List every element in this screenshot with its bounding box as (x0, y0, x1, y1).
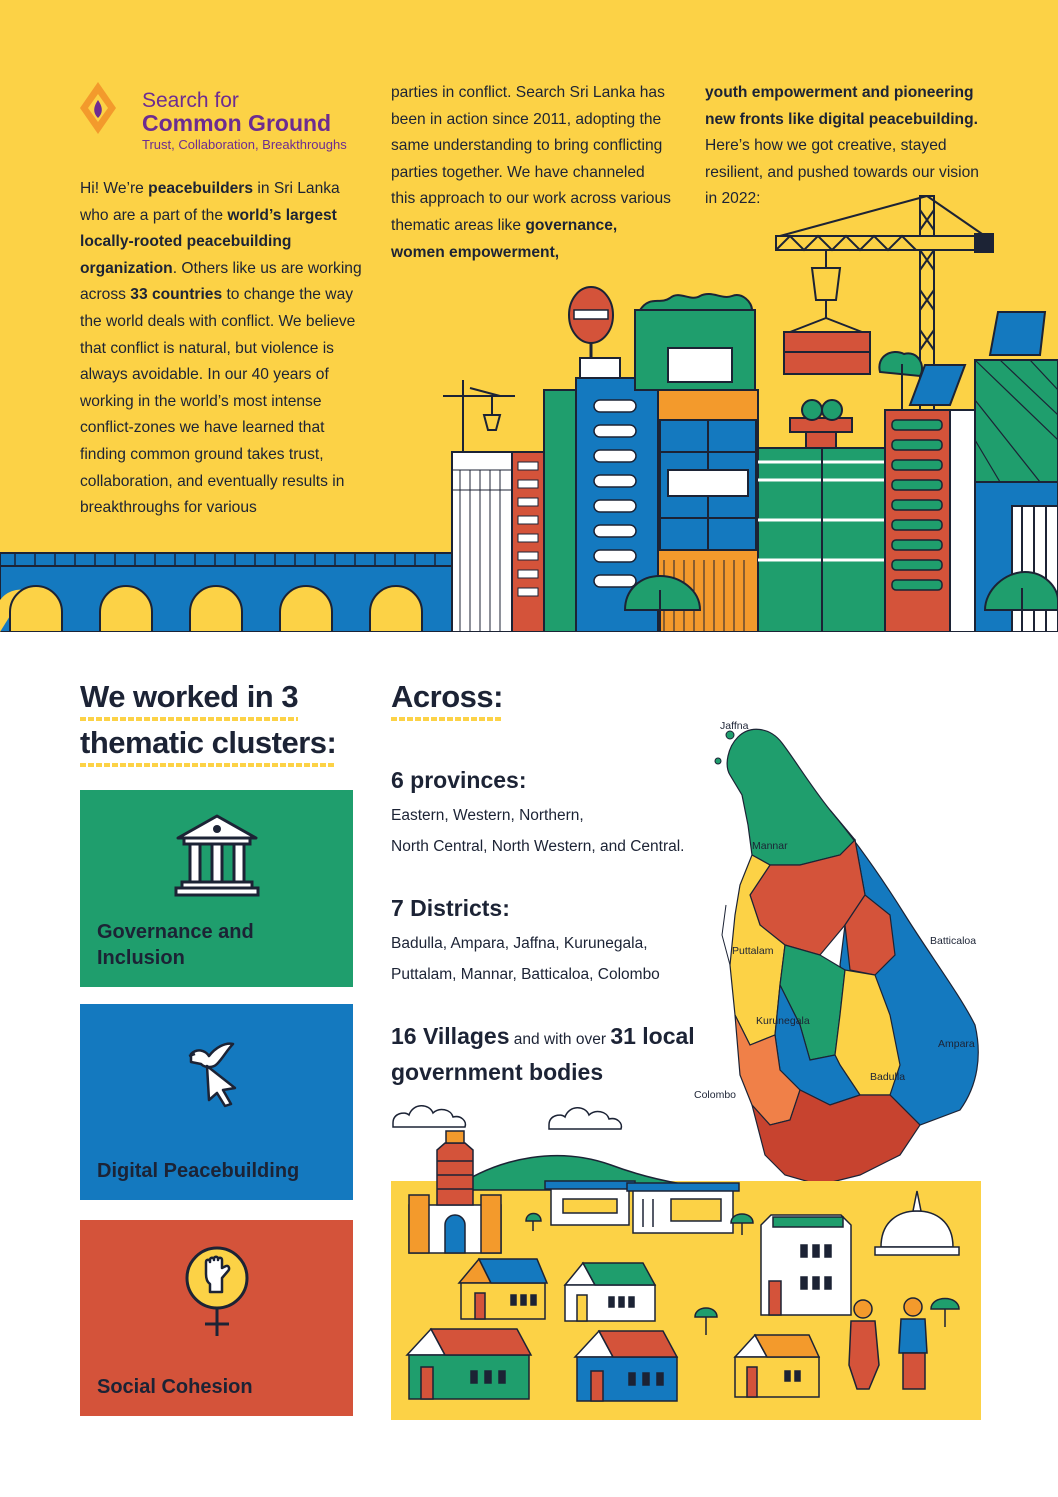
bodies-rest: government bodies (391, 1059, 604, 1085)
building-white (452, 452, 512, 632)
provinces-list-line-2: North Central, North Western, and Central. (391, 838, 685, 855)
provinces-title: 6 provinces: (391, 767, 527, 793)
text-segment: Here’s how we got creative, stayed resilient, and pushed towards our vision in 2022: (705, 137, 979, 208)
intro-column-3 (705, 80, 990, 213)
villages-connector: and with over (509, 1031, 611, 1048)
intro-column-2 (391, 80, 671, 266)
crane-small (443, 380, 515, 452)
text-segment: youth empowerment and pioneering new fronts like digital peacebuilding. (705, 84, 978, 128)
cloud-decorations (393, 1106, 621, 1129)
map-label-puttalam: Puttalam (732, 945, 774, 957)
cluster-label-social: Social Cohesion (97, 1376, 253, 1398)
districts-list-line-1: Badulla, Ampara, Jaffna, Kurunegala, (391, 935, 648, 952)
intro-column-1 (80, 176, 365, 522)
villages-count: 16 Villages (391, 1023, 510, 1049)
map-label-mannar: Mannar (752, 840, 788, 852)
across-heading (391, 675, 503, 721)
text-segment: 33 countries (130, 286, 223, 304)
map-label-colombo: Colombo (694, 1089, 737, 1101)
across-heading-text: Across: (391, 675, 503, 721)
text-segment: peacebuilders (148, 180, 254, 197)
cluster-card-social (80, 1220, 353, 1416)
cluster-label-digital: Digital Peacebuilding (97, 1160, 300, 1182)
map-label-ampara: Ampara (938, 1038, 975, 1050)
map-label-jaffna: Jaffna (720, 720, 749, 732)
organization-logo (78, 80, 368, 160)
text-segment: . Others like us are working across (80, 259, 362, 304)
thematic-heading-line-1: We worked in 3 (80, 675, 298, 721)
districts-list-line-2: Puttalam, Mannar, Batticaloa, Colombo (391, 966, 660, 983)
logo-tagline: Trust, Collaboration, Breakthroughs (142, 137, 347, 152)
text-segment: parties in conflict. Search Sri Lanka has been in action since 2011, adopting the same understanding to bring conflicting parties together. We have channeled this approach to our work across various thematic areas like (391, 84, 671, 234)
text-segment: governance, women empowerment, (391, 216, 618, 261)
female-fist-icon (182, 1240, 252, 1340)
map-label-batticaloa: Batticaloa (930, 935, 977, 947)
dove-cursor-icon (187, 1038, 247, 1108)
intro-section (0, 0, 1058, 632)
logo-line-2: Common Ground (142, 110, 332, 136)
cluster-label-governance: Governance and Inclusion (97, 921, 254, 969)
text-segment: Hi! We’re (80, 180, 149, 197)
government-building-icon (172, 812, 262, 902)
map-label-badulla: Badulla (870, 1071, 906, 1083)
building-green (758, 400, 888, 632)
text-segment: world’s largest locally-rooted peacebuilding organization (80, 206, 337, 277)
districts-title: 7 Districts: (391, 895, 510, 921)
villages-bodies-stat (391, 1020, 711, 1088)
building-red (512, 452, 544, 632)
thematic-heading-line-2: thematic clusters: (80, 721, 336, 767)
text-segment: in Sri Lanka who are a part of the (80, 180, 340, 224)
map-label-kurunegala: Kurunegala (756, 1015, 810, 1027)
village-hall (545, 1181, 739, 1233)
logo-line-1: Search for (142, 89, 239, 112)
cluster-card-governance (80, 790, 353, 987)
cluster-card-digital (80, 1004, 353, 1200)
house-white-tall (761, 1215, 851, 1315)
provinces-list-line-1: Eastern, Western, Northern, (391, 807, 584, 824)
text-segment: to change the way the world deals with conflict. We believe that conflict is natural, but violence is always avoidable. In our 40 years of working in the world’s most intense conflict-zones we have learned that finding common ground takes trust, collaboration, and eventually results in breakthroughs for various (80, 286, 356, 517)
thematic-heading (80, 675, 336, 767)
bodies-count: 31 local (610, 1023, 695, 1049)
village-illustration (391, 1095, 981, 1420)
diamond-flame-icon (78, 80, 132, 140)
aqueduct-bridge (0, 553, 452, 632)
